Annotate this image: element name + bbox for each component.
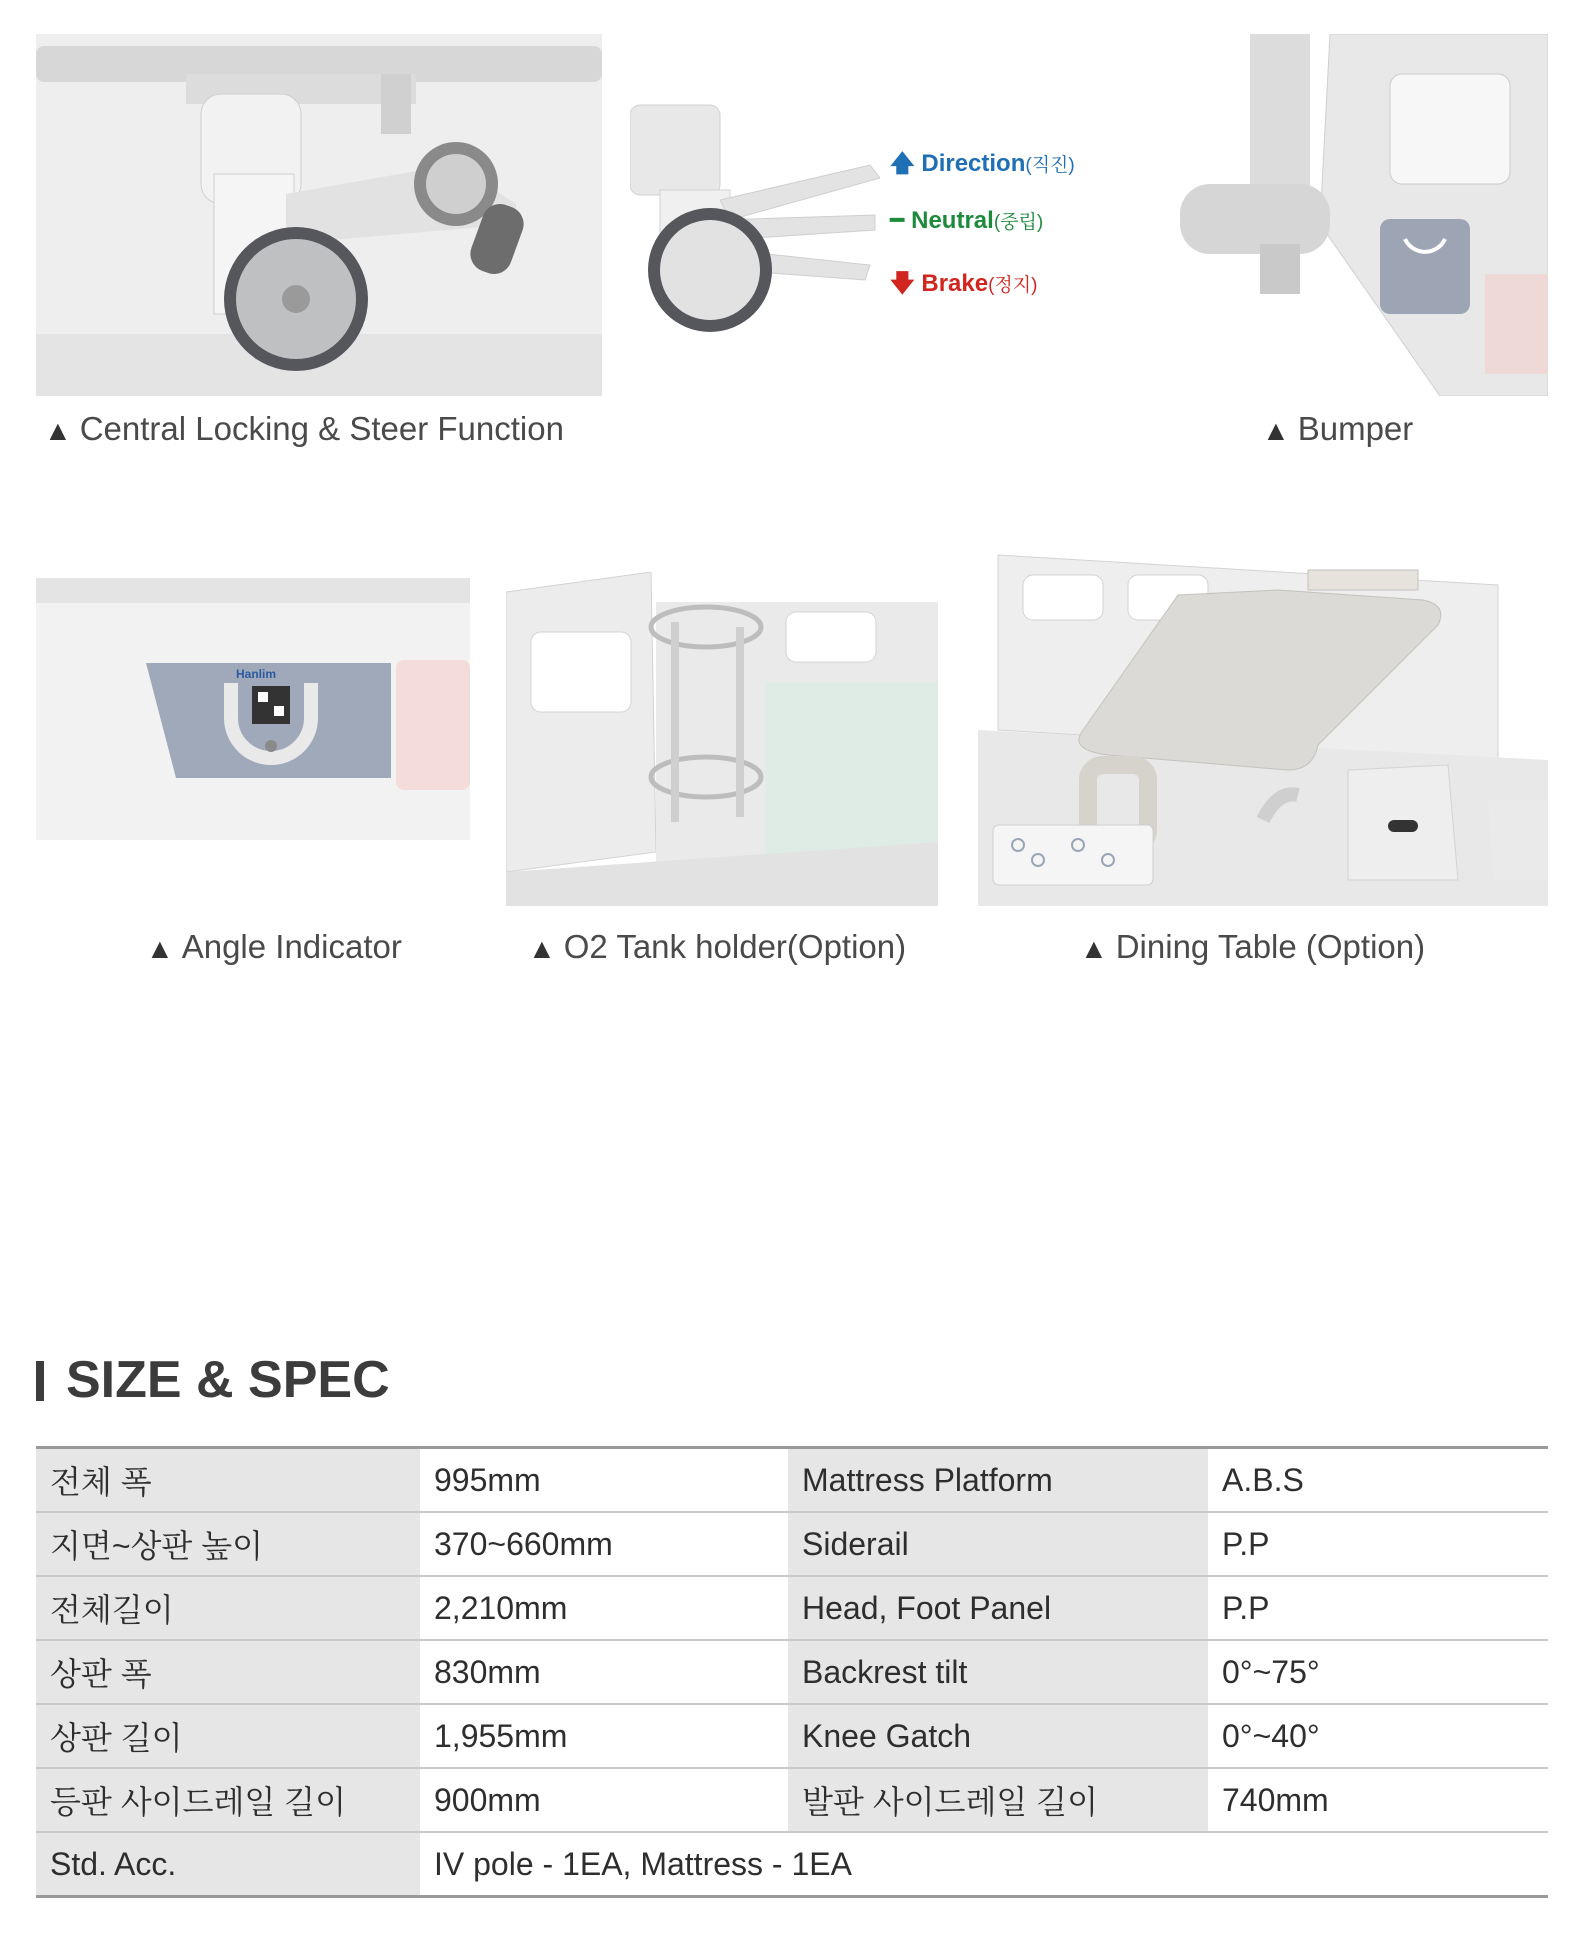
table-row: 전체길이 2,210mm Head, Foot Panel P.P xyxy=(36,1576,1548,1640)
spec-section-title: SIZE & SPEC xyxy=(36,1350,390,1410)
angle-indicator-photo xyxy=(36,578,470,840)
table-row: 전체 폭 995mm Mattress Platform A.B.S xyxy=(36,1448,1548,1513)
bumper-photo xyxy=(1180,34,1548,396)
title-bar-icon xyxy=(36,1361,44,1401)
spec-table xyxy=(36,1446,1548,1898)
caption-marker: ▲ xyxy=(1080,933,1108,964)
lever-direction: 🡅 Direction(직진) xyxy=(890,150,1075,177)
table-row: 등판 사이드레일 길이 900mm 발판 사이드레일 길이 740mm xyxy=(36,1768,1548,1832)
arrow-down-icon: 🡇 xyxy=(890,270,915,297)
caption-marker: ▲ xyxy=(528,933,556,964)
dash-icon: ━ xyxy=(890,207,905,234)
o2-tank-caption: ▲ O2 Tank holder(Option) xyxy=(528,928,907,965)
angle-dial-brand: Hanlim xyxy=(236,667,277,681)
lever-brake: 🡇 Brake(정지) xyxy=(890,270,1038,297)
table-row: Std. Acc. IV pole - 1EA, Mattress - 1EA xyxy=(36,1832,1548,1897)
caption-marker: ▲ xyxy=(1262,415,1290,446)
lever-neutral: ━ Neutral(중립) xyxy=(890,207,1044,234)
dining-table-caption: ▲ Dining Table (Option) xyxy=(1080,928,1426,965)
caption-marker: ▲ xyxy=(44,415,72,446)
arrow-up-icon: 🡅 xyxy=(890,150,915,177)
angle-indicator-caption: ▲ Angle Indicator xyxy=(146,928,402,965)
central-locking-caption: ▲ Central Locking & Steer Function xyxy=(44,410,564,447)
pedal-lever-photo xyxy=(630,100,880,340)
caption-marker: ▲ xyxy=(146,933,174,964)
central-locking-photo xyxy=(36,34,602,396)
table-row: 상판 폭 830mm Backrest tilt 0°~75° xyxy=(36,1640,1548,1704)
bumper-caption: ▲ Bumper xyxy=(1262,410,1414,447)
table-row: 지면~상판 높이 370~660mm Siderail P.P xyxy=(36,1512,1548,1576)
dining-table-photo xyxy=(978,550,1548,906)
table-row: 상판 길이 1,955mm Knee Gatch 0°~40° xyxy=(36,1704,1548,1768)
o2-tank-photo xyxy=(506,572,938,906)
